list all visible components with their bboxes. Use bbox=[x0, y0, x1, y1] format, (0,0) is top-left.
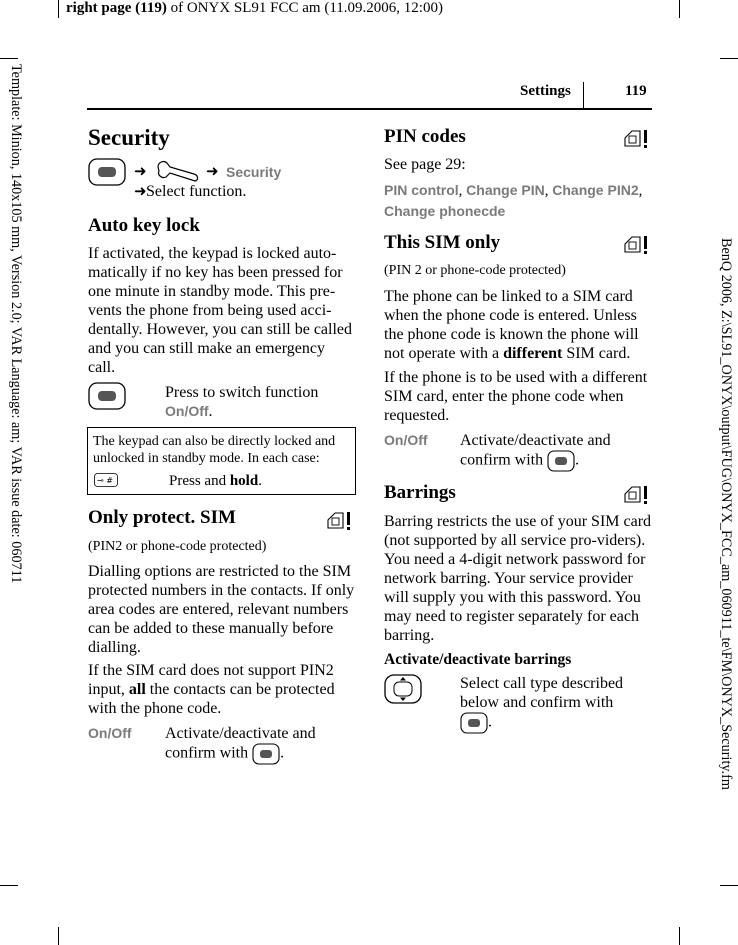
header-divider bbox=[583, 82, 584, 108]
select-end: . bbox=[488, 713, 492, 731]
note-press bbox=[169, 472, 262, 490]
note-end: . bbox=[258, 473, 262, 489]
this-sim-para1-post: SIM card. bbox=[562, 345, 631, 362]
header-rule bbox=[87, 108, 652, 110]
pin-item-sep: , bbox=[544, 183, 553, 199]
crop-mark bbox=[0, 885, 18, 886]
print-info-rest: of ONYX SL91 FCC am (11.09.2006, 12:00) bbox=[166, 0, 443, 16]
left-margin-text: Template: Minion, 140x105 mm, Version 2.0; VAR Language: am; VAR issue date: 060711 bbox=[8, 64, 24, 584]
pin-items bbox=[384, 180, 652, 222]
auto-key-lock-body: If activated, the keypad is locked auto-matically if no key has been pressed for one minute in standby mode. This pre-vents the phone from being used acci-dentally. However, you can still be called and you can still make an emergency call. bbox=[88, 245, 353, 376]
para2-post: the contacts can be protected with the phone code. bbox=[88, 681, 335, 717]
crop-mark bbox=[679, 0, 680, 18]
press-switch-text bbox=[165, 383, 355, 421]
arrow-icon: ➜ bbox=[206, 162, 219, 180]
pin-item-link[interactable]: Change phonecde bbox=[384, 203, 506, 219]
sim-dependent-icon bbox=[622, 128, 652, 150]
only-protect-option-text bbox=[165, 724, 355, 765]
arrow-icon: ➜ bbox=[134, 162, 147, 180]
this-sim-heading: This SIM only bbox=[384, 232, 501, 253]
page-title: Security bbox=[88, 125, 170, 150]
para2-bold: all bbox=[128, 681, 146, 698]
press-switch-value: On/Off bbox=[165, 403, 209, 419]
option-text-line: Activate/deactivate and confirm with bbox=[165, 725, 316, 762]
nav-select-text: Select function. bbox=[146, 183, 247, 200]
nav-key-icon bbox=[384, 674, 422, 704]
note-box bbox=[87, 427, 356, 495]
arrow-icon: ➜ bbox=[134, 182, 147, 200]
only-protect-option-label: On/Off bbox=[88, 725, 132, 741]
svg-text:⊸ #: ⊸ # bbox=[97, 476, 113, 485]
crop-mark bbox=[679, 927, 680, 945]
pin-see-page: See page 29: bbox=[384, 156, 466, 173]
pin-item-sep: , bbox=[638, 183, 643, 199]
only-protect-para1: Dialling options are restricted to the SIM protected numbers in the contacts. If only area codes are entered, relevant numbers can be added to these manually before dialling. bbox=[88, 563, 355, 656]
barrings-para: Barring restricts the use of your SIM card (not supported by all service pro-viders). You need a 4-digit network password for network barring. Your service provider will supply you with this password. You may need to register separately for each barring. bbox=[384, 513, 652, 644]
this-sim-option-text bbox=[460, 431, 652, 472]
crop-mark bbox=[58, 0, 59, 18]
pin-item-link[interactable]: Change PIN bbox=[466, 182, 545, 198]
nav-security-label: Security bbox=[226, 164, 282, 180]
page-number: 119 bbox=[625, 83, 647, 99]
sim-dependent-icon bbox=[325, 510, 355, 532]
press-switch-end: . bbox=[208, 403, 213, 420]
only-protect-heading: Only protect. SIM bbox=[88, 507, 236, 528]
print-info bbox=[66, 0, 443, 17]
press-switch-label: Press to switch function bbox=[165, 384, 319, 401]
this-sim-para1-pre: The phone can be linked to a SIM card when the phone code is entered. Unless the phone code is known the phone will not operate with a bbox=[384, 288, 639, 362]
crop-mark bbox=[0, 58, 18, 59]
hash-key-icon bbox=[94, 473, 118, 487]
option-end: . bbox=[280, 744, 285, 762]
pin-item-sep: , bbox=[458, 183, 467, 199]
this-sim-para2: If the phone is to be used with a different SIM card, enter the phone code when requested. bbox=[384, 369, 648, 424]
pin-item-link[interactable]: PIN control bbox=[384, 182, 459, 198]
this-sim-option-label: On/Off bbox=[384, 432, 428, 448]
crop-mark bbox=[720, 885, 738, 886]
barrings-select-text bbox=[460, 674, 640, 734]
pin-item-link[interactable]: Change PIN2 bbox=[552, 182, 639, 198]
menu-key-icon bbox=[460, 712, 488, 734]
note-text: The keypad can also be directly locked and unlocked in standby mode. In each case: bbox=[93, 434, 336, 466]
this-sim-para1-bold: different bbox=[503, 345, 563, 362]
running-section: Settings bbox=[520, 83, 571, 99]
barrings-heading: Barrings bbox=[384, 482, 456, 503]
crop-mark bbox=[720, 58, 738, 59]
only-protect-para2 bbox=[88, 661, 356, 718]
only-protect-sub: (PIN2 or phone-code protected) bbox=[88, 539, 267, 554]
para2-pre: If the SIM card does not support PIN2 input, bbox=[88, 662, 334, 698]
option-text-line: Activate/deactivate and confirm with bbox=[460, 432, 611, 469]
sim-dependent-icon bbox=[622, 234, 652, 256]
note-hold: hold bbox=[229, 473, 259, 489]
note-press-label: Press and bbox=[169, 473, 230, 489]
right-margin bbox=[714, 238, 734, 880]
print-info-bold: right page (119) bbox=[66, 0, 167, 16]
nav-path bbox=[88, 158, 358, 204]
right-margin-text: BenQ 2006, Z:\SL91_ONYX\output\FUG\ONYX_FCC_am_060911_te\FM\ONYX_Security.fm bbox=[718, 238, 734, 790]
menu-key-icon bbox=[547, 450, 575, 472]
crop-mark bbox=[58, 927, 59, 945]
barrings-subheading: Activate/deactivate barrings bbox=[384, 651, 572, 668]
this-sim-para1 bbox=[384, 287, 652, 363]
sim-dependent-icon bbox=[622, 484, 652, 506]
left-margin bbox=[4, 64, 24, 724]
auto-key-lock-heading: Auto key lock bbox=[88, 215, 200, 236]
select-text-line: Select call type described below and confirm with bbox=[460, 675, 624, 711]
menu-key-icon bbox=[252, 743, 280, 765]
pin-codes-heading: PIN codes bbox=[384, 126, 466, 147]
menu-key-icon bbox=[88, 158, 126, 186]
menu-key-icon bbox=[88, 382, 126, 410]
this-sim-sub: (PIN 2 or phone-code protected) bbox=[384, 263, 566, 278]
option-end: . bbox=[575, 451, 580, 469]
wrench-icon bbox=[154, 158, 202, 184]
